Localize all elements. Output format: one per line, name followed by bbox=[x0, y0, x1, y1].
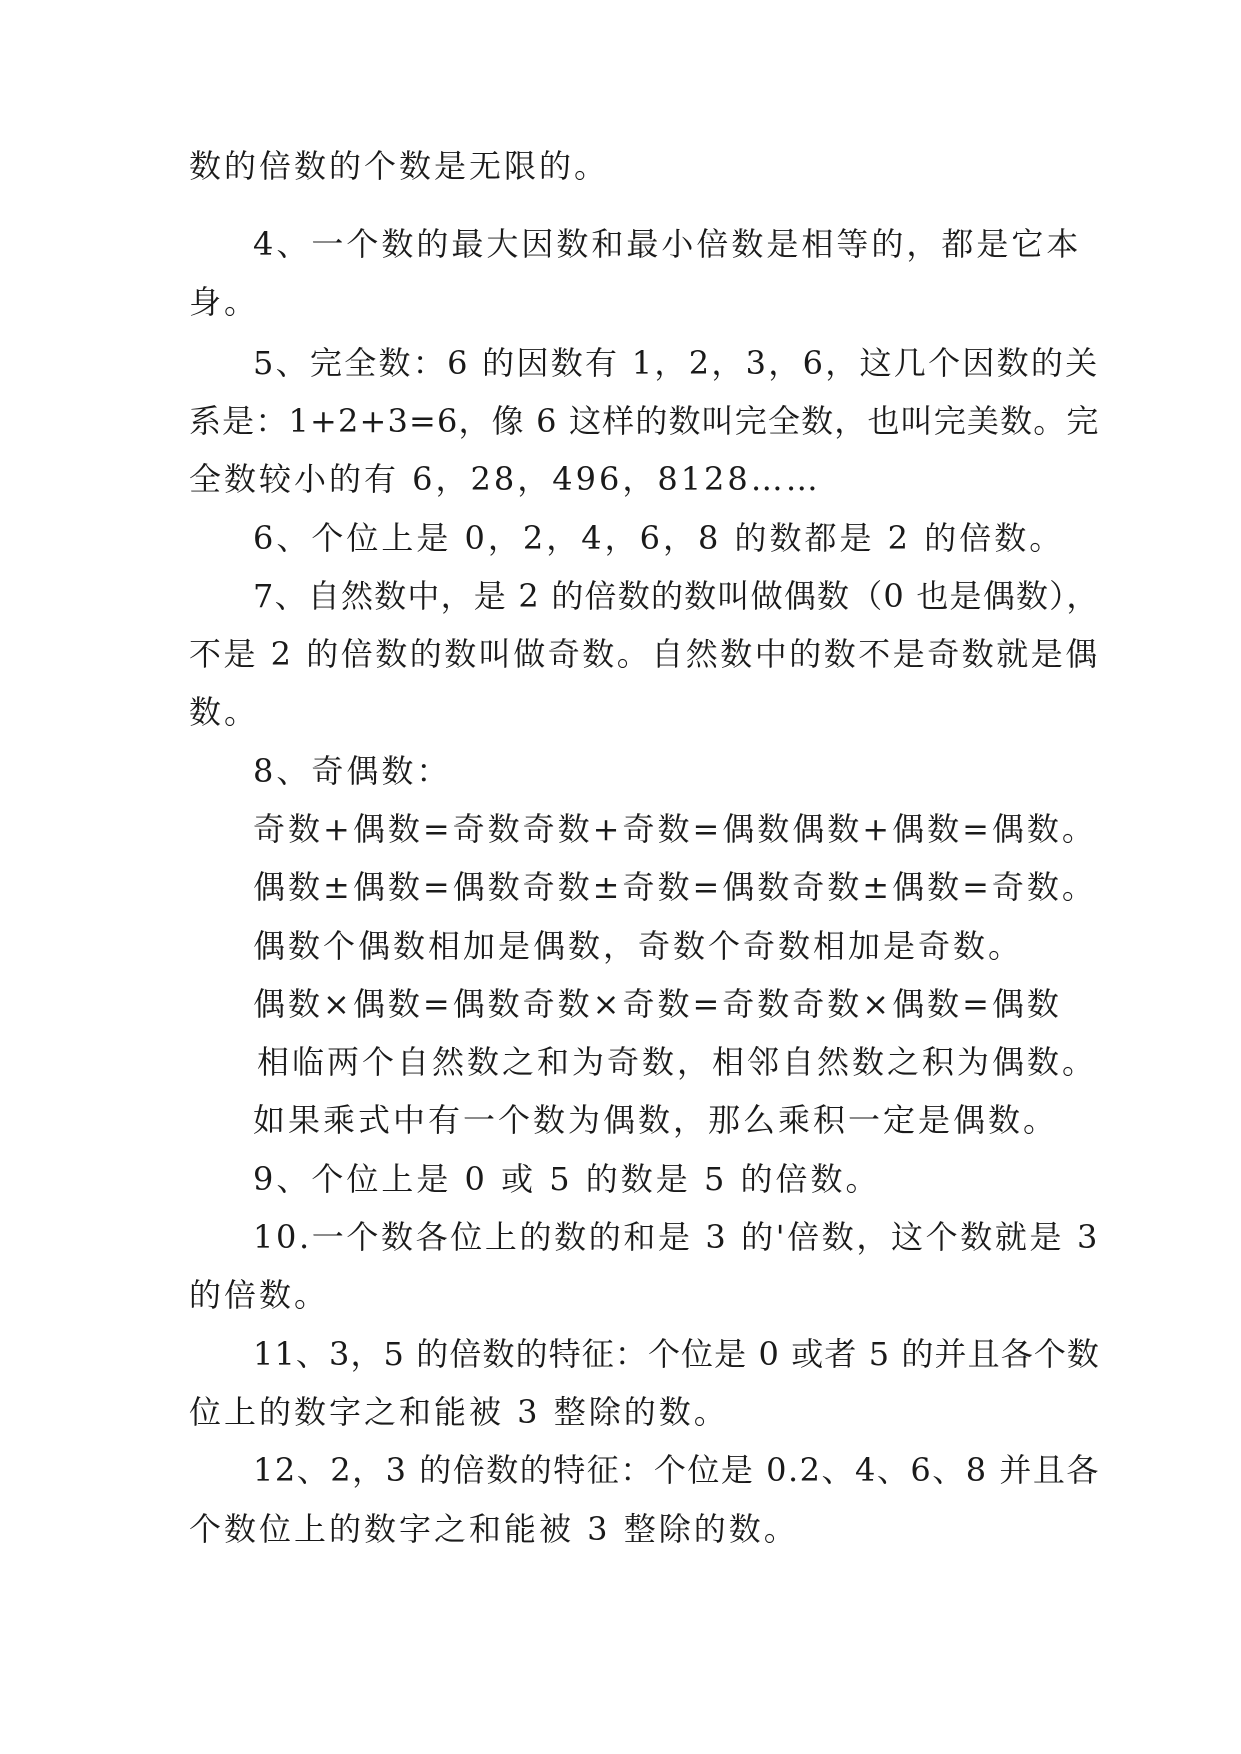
text-line: 位上的数字之和能被 3 整除的数。 bbox=[189, 1393, 729, 1431]
text-line: 5、完全数：6 的因数有 1，2，3，6，这几个因数的关 bbox=[253, 344, 1100, 382]
text-line: 偶数±偶数=偶数奇数±奇数=偶数奇数±偶数=奇数。 bbox=[253, 868, 1097, 906]
text-line: 数。 bbox=[189, 693, 260, 731]
text-line: 8、奇偶数： bbox=[253, 752, 452, 790]
text-line: 7、自然数中，是 2 的倍数的数叫做偶数（0 也是偶数）， bbox=[253, 577, 1100, 615]
text-line: 10.一个数各位上的数的和是 3 的'倍数，这个数就是 3 bbox=[253, 1218, 1100, 1256]
text-line: 4、一个数的最大因数和最小倍数是相等的，都是它本 bbox=[253, 225, 1082, 263]
text-line: 6、个位上是 0，2，4，6，8 的数都是 2 的倍数。 bbox=[253, 519, 1065, 557]
text-line: 12、2，3 的倍数的特征：个位是 0.2、4、6、8 并且各 bbox=[253, 1451, 1100, 1489]
text-line: 的倍数。 bbox=[189, 1276, 330, 1314]
text-line: 全数较小的有 6，28，496，8128…… bbox=[189, 460, 821, 498]
text-line: 11、3，5 的倍数的特征：个位是 0 或者 5 的并且各个数 bbox=[253, 1335, 1101, 1373]
text-line: 偶数个偶数相加是偶数，奇数个奇数相加是奇数。 bbox=[253, 927, 1024, 965]
text-line: 奇数+偶数=奇数奇数+奇数=偶数偶数+偶数=偶数。 bbox=[253, 810, 1097, 848]
text-line: 9、个位上是 0 或 5 的数是 5 的倍数。 bbox=[253, 1160, 881, 1198]
text-line: 数的倍数的个数是无限的。 bbox=[189, 147, 610, 185]
text-line: 身。 bbox=[189, 283, 260, 321]
text-line: 系是：1+2+3=6，像 6 这样的数叫完全数，也叫完美数。完 bbox=[189, 402, 1100, 440]
text-line: 个数位上的数字之和能被 3 整除的数。 bbox=[189, 1510, 799, 1548]
text-line: 不是 2 的倍数的数叫做奇数。自然数中的数不是奇数就是偶 bbox=[189, 635, 1100, 673]
text-line: 偶数×偶数=偶数奇数×奇数=奇数奇数×偶数=偶数 bbox=[253, 985, 1062, 1023]
text-line: 相临两个自然数之和为奇数，相邻自然数之积为偶数。 bbox=[257, 1043, 1098, 1081]
text-line: 如果乘式中有一个数为偶数，那么乘积一定是偶数。 bbox=[253, 1101, 1059, 1139]
